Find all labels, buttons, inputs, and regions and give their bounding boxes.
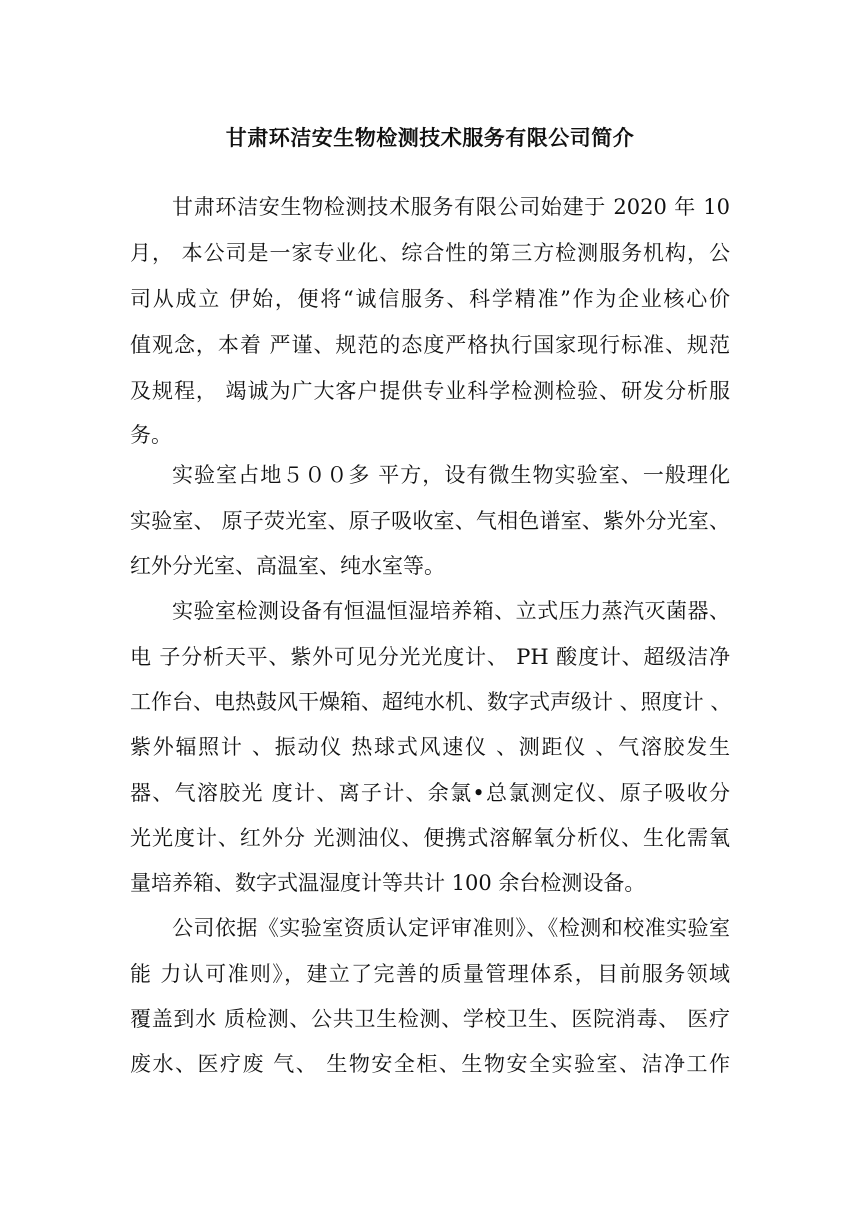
paragraph-1-line-6: 务。	[130, 423, 172, 447]
paragraph-4-line-3: 覆盖到水 质检测、公共卫生检测、学校卫生、医院消毒、 医疗	[130, 1007, 730, 1031]
paragraph-1-line-1: 甘肃环洁安生物检测技术服务有限公司始建于 2020 年 10	[172, 195, 730, 219]
paragraph-3-line-6: 光光度计、红外分 光测油仪、便携式溶解氧分析仪、生化需氧	[130, 826, 730, 850]
paragraph-2-line-2: 实验室、 原子荧光室、原子吸收室、气相色谱室、紫外分光室、	[130, 509, 730, 533]
paragraph-3-line-2: 电 子分析天平、紫外可见分光光度计、 PH 酸度计、超级洁净	[130, 645, 730, 669]
document-title: 甘肃环洁安生物检测技术服务有限公司简介	[225, 126, 635, 150]
paragraph-1-line-3: 司从成立 伊始，便将“诚信服务、科学精准”作为企业核心价	[130, 287, 730, 311]
paragraph-1-line-4: 值观念，本着 严谨、规范的态度严格执行国家现行标准、规范	[130, 333, 730, 357]
paragraph-3-line-5: 器、气溶胶光 度计、离子计、余氯•总氯测定仪、原子吸收分	[130, 781, 730, 805]
paragraph-3-line-7: 量培养箱、数字式温湿度计等共计 100 余台检测设备。	[130, 871, 646, 895]
paragraph-3-line-3: 工作台、电热鼓风干燥箱、超纯水机、数字式声级计 、照度计 、	[130, 690, 732, 714]
paragraph-3-line-1: 实验室检测设备有恒温恒湿培养箱、立式压力蒸汽灭菌器、	[172, 599, 730, 623]
paragraph-4-line-1: 公司依据《实验室资质认定评审准则》、《检测和校准实验室	[172, 916, 730, 940]
paragraph-2-line-1: 实验室占地５００多 平方，设有微生物实验室、一般理化	[172, 463, 730, 487]
paragraph-4-line-2: 能 力认可准则》，建立了完善的质量管理体系，目前服务领域	[130, 962, 730, 986]
paragraph-3-line-4: 紫外辐照计 、振动仪 热球式风速仪 、测距仪 、气溶胶发生	[130, 735, 730, 759]
paragraph-1-line-2: 月， 本公司是一家专业化、综合性的第三方检测服务机构，公	[130, 241, 730, 265]
paragraph-4-line-4: 废水、医疗废 气、 生物安全柜、生物安全实验室、洁净工作	[130, 1052, 730, 1076]
paragraph-1-line-5: 及规程， 竭诚为广大客户提供专业科学检测检验、研发分析服	[130, 379, 730, 403]
paragraph-2-line-3: 红外分光室、高温室、纯水室等。	[130, 554, 445, 578]
